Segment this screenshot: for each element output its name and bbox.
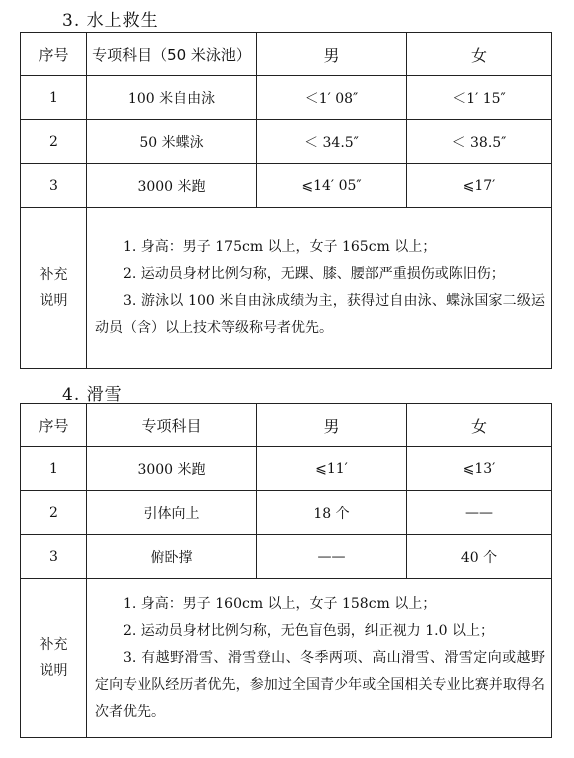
header-male: 男 (257, 404, 407, 447)
notes-label (21, 208, 87, 369)
header-female: 女 (407, 33, 552, 76)
section-title-skiing: 4. 滑雪 (62, 385, 123, 405)
table-row (21, 164, 552, 208)
row-event: 50 米蝶泳 (87, 120, 257, 164)
notes-label-line: 补充 (39, 267, 68, 283)
row-female-standard: ＜ 38.5″ (407, 120, 552, 164)
row-index: 2 (21, 120, 87, 164)
notes-label-line: 说明 (39, 293, 68, 309)
notes-content (87, 208, 552, 369)
notes-content (87, 579, 552, 738)
table-header-row (21, 404, 552, 447)
row-female-standard: ⩽13′ (407, 447, 552, 491)
notes-label-line: 补充 (39, 637, 68, 653)
note-item: 2. 运动员身材比例匀称，无踝、膝、腰部严重损伤或陈旧伤； (123, 266, 505, 282)
table-row (21, 76, 552, 120)
supplementary-notes-row (21, 579, 552, 738)
header-index: 序号 (21, 33, 87, 76)
row-female-standard: —— (407, 491, 552, 535)
table-row (21, 535, 552, 579)
row-index: 3 (21, 164, 87, 208)
note-item: 3. 游泳以 100 米自由泳成绩为主，获得过自由泳、蝶泳国家二级运动员（含）以上技术等级称号者优先。 (95, 293, 545, 336)
header-male: 男 (257, 33, 407, 76)
row-event: 3000 米跑 (87, 447, 257, 491)
notes-label (21, 579, 87, 738)
notes-label-line: 说明 (39, 663, 68, 679)
skiing-table (20, 403, 552, 738)
row-index: 3 (21, 535, 87, 579)
header-index: 序号 (21, 404, 87, 447)
row-event: 3000 米跑 (87, 164, 257, 208)
note-item: 1. 身高：男子 160cm 以上，女子 158cm 以上； (123, 595, 437, 612)
table-row (21, 120, 552, 164)
note-item: 2. 运动员身材比例匀称，无色盲色弱，纠正视力 1.0 以上； (123, 622, 494, 639)
row-female-standard: 40 个 (407, 535, 552, 579)
row-male-standard: ＜ 34.5″ (257, 120, 407, 164)
header-event: 专项科目（50 米泳池） (87, 33, 257, 76)
row-male-standard: ＜1′ 08″ (257, 76, 407, 120)
table-row (21, 491, 552, 535)
supplementary-notes-row (21, 208, 552, 369)
section-title-water-rescue: 3. 水上救生 (62, 11, 159, 31)
row-event: 俯卧撑 (87, 535, 257, 579)
table-header-row (21, 33, 552, 76)
row-event: 100 米自由泳 (87, 76, 257, 120)
row-male-standard: ⩽14′ 05″ (257, 164, 407, 208)
header-event: 专项科目 (87, 404, 257, 447)
table-row (21, 447, 552, 491)
row-index: 1 (21, 447, 87, 491)
row-index: 1 (21, 76, 87, 120)
row-index: 2 (21, 491, 87, 535)
row-male-standard: —— (257, 535, 407, 579)
row-female-standard: ＜1′ 15″ (407, 76, 552, 120)
row-male-standard: 18 个 (257, 491, 407, 535)
row-male-standard: ⩽11′ (257, 447, 407, 491)
note-item: 3. 有越野滑雪、滑雪登山、冬季两项、高山滑雪、滑雪定向或越野定向专业队经历者优先，参加过全国青少年或全国相关专业比赛并取得名次者优先。 (95, 649, 545, 720)
row-event: 引体向上 (87, 491, 257, 535)
row-female-standard: ⩽17′ (407, 164, 552, 208)
header-female: 女 (407, 404, 552, 447)
water-rescue-table (20, 32, 552, 369)
note-item: 1. 身高：男子 175cm 以上，女子 165cm 以上； (123, 239, 437, 255)
